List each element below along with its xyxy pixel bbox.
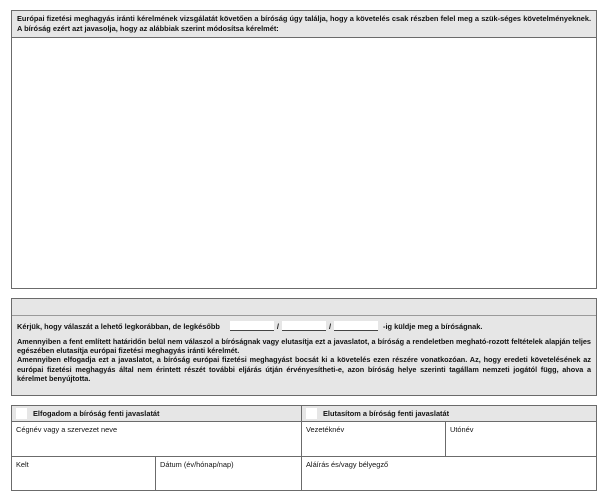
surname-label: Vezetéknév [306,425,345,434]
deadline-day-field[interactable] [334,321,378,331]
deadline-prefix: Kérjük, hogy válaszát a lehető legkorábban, de legkésőbb [17,322,220,331]
reject-checkbox[interactable] [306,408,317,419]
table-divider-2 [12,456,596,457]
place-field[interactable] [12,457,155,490]
accept-checkbox[interactable] [16,408,27,419]
deadline-suffix: -ig küldje meg a bíróságnak. [383,322,483,331]
deadline-month-field[interactable] [282,321,326,331]
date-slash-1: / [276,322,279,331]
deadline-year-field[interactable] [230,321,274,331]
instructions-paragraph-1: Amennyiben a fent említett határidőn belül nem válaszol a bíróságnak vagy elutasítja ezt a javaslatot, a bíróság a rendeletben megható-rozott feltételek alapján teljes egészében elutasítja európai fizetési meghagyás iránti kérelmét. [17,337,591,356]
instructions-top-bar [12,299,596,316]
instructions-section [11,298,597,396]
date-field[interactable] [156,457,301,490]
surname-field[interactable] [302,422,445,455]
table-divider-name [445,421,446,457]
signature-field[interactable] [302,457,596,490]
accept-label: Elfogadom a bíróság fenti javaslatát [33,409,160,418]
first-name-field[interactable] [446,422,596,455]
deadline-line [17,321,591,331]
instructions-paragraph-2: Amennyiben elfogadja ezt a javaslatot, a bíróság európai fizetési meghagyást bocsát ki a követelés ezen részére vonatkozóan. Az, hogy eredeti követelésének az európai fizetési meghagyás által nem érintett részét további eljárás útján érvényesítheti-e, azon bíróság helye szerinti tagállam nemzeti jogától függ, ahova a kérelmet benyújtotta. [17,355,591,383]
table-divider-date [155,456,156,490]
instructions-paragraphs [17,337,591,383]
place-label: Kelt [16,460,29,469]
proposal-header-text: Európai fizetési meghagyás iránti kérelmének vizsgálatát követően a bíróság úgy találja, hogy a követelés csak részben felel meg a szük-séges követelményeknek. A bíróság ezért azt javasolja, hogy az alábbiak szerint módosítsa kérelmét: [12,11,596,38]
decision-section [11,405,597,491]
company-name-label: Cégnév vagy a szervezet neve [16,425,118,434]
date-label: Dátum (év/hónap/nap) [160,460,234,469]
first-name-label: Utónév [450,425,474,434]
signature-label: Aláírás és/vagy bélyegző [306,460,389,469]
reject-row [302,406,596,421]
table-divider-center [301,406,302,490]
proposal-section [11,10,597,289]
proposal-text-area[interactable] [12,39,596,288]
reject-label: Elutasítom a bíróság fenti javaslatát [323,409,450,418]
date-slash-2: / [328,322,332,331]
company-name-field[interactable] [12,422,301,455]
table-divider-1 [12,421,596,422]
accept-row [12,406,301,421]
